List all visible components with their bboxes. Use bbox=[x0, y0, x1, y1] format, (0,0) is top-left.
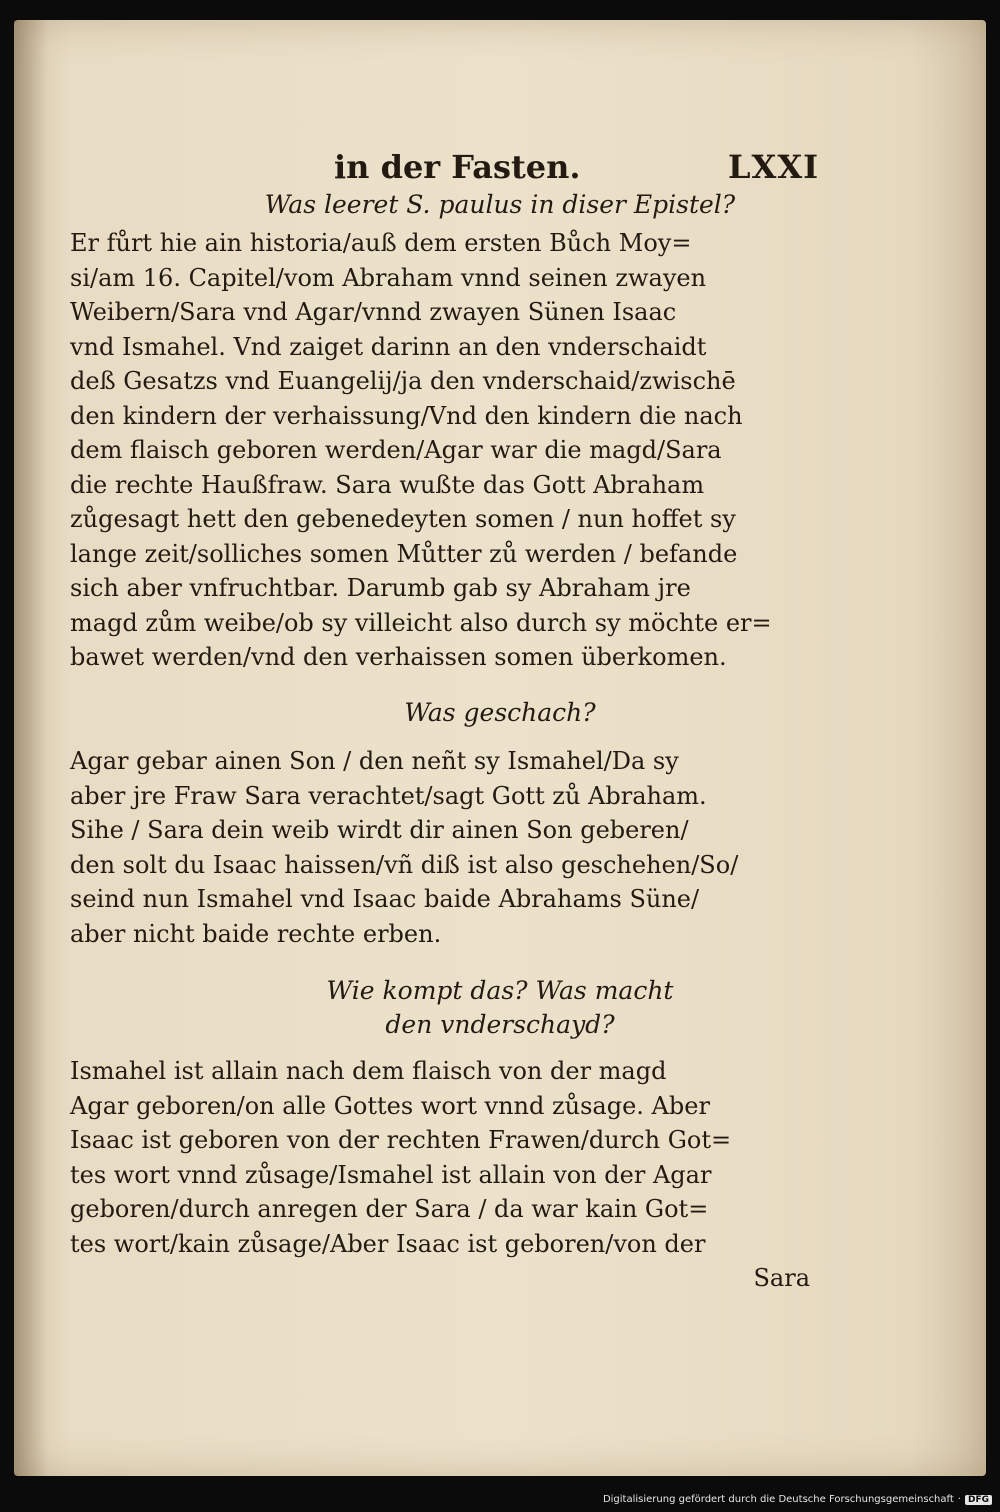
credit-text: Digitalisierung gefördert durch die Deutsche Forschungsgemeinschaft bbox=[602, 1494, 954, 1505]
text-line: Isaac ist geboren von der rechten Frawen/durch Got= bbox=[70, 1126, 732, 1154]
text-line: aber jre Fraw Sara verachtet/sagt Gott zů Abraham. bbox=[70, 781, 707, 810]
text-line: lange zeit/solliches somen Můtter zů werden / befande bbox=[70, 539, 738, 568]
text-line: aber nicht baide rechte erben. bbox=[70, 919, 442, 948]
text-line: die rechte Haußfraw. Sara wußte das Gott Abraham bbox=[70, 470, 705, 499]
heading-line: Wie kompt das? Was macht bbox=[326, 976, 674, 1005]
text-line: Weibern/Sara vnd Agar/vnnd zwayen Sünen Isaac bbox=[70, 298, 677, 326]
page-gutter-shadow bbox=[14, 20, 48, 1476]
text-line: seind nun Ismahel vnd Isaac baide Abrahams Süne/ bbox=[70, 885, 700, 913]
text-line: Er fůrt hie ain historia/auß dem ersten Bůch Moy= bbox=[70, 229, 692, 257]
book-page bbox=[14, 20, 986, 1476]
text-line: deß Gesatzs vnd Euangelij/ja den vnderschaid/zwischē bbox=[70, 367, 736, 395]
heading-line: den vnderschayd? bbox=[385, 1010, 615, 1039]
heading-line: Was leeret S. paulus in diser Epistel? bbox=[264, 190, 736, 219]
text-line: magd zům weibe/ob sy villeicht also durch sy möchte er= bbox=[70, 608, 772, 637]
text-line: vnd Ismahel. Vnd zaiget darinn an den vnderschaidt bbox=[70, 332, 707, 361]
digitization-credit bbox=[603, 1494, 992, 1505]
paragraph-2 bbox=[70, 744, 840, 951]
dfg-logo-icon: DFG bbox=[965, 1495, 992, 1505]
text-line: Ismahel ist allain nach dem flaisch von der magd bbox=[70, 1057, 667, 1085]
text-line: geboren/durch anregen der Sara / da war kain Got= bbox=[70, 1195, 709, 1223]
text-line: bawet werden/vnd den verhaissen somen überkomen. bbox=[70, 643, 727, 671]
text-line: Agar geboren/on alle Gottes wort vnnd zůsage. Aber bbox=[70, 1091, 710, 1120]
text-line: den solt du Isaac haissen/vñ diß ist also geschehen/So/ bbox=[70, 850, 739, 879]
section-heading-2 bbox=[74, 696, 926, 730]
paragraph-1 bbox=[70, 226, 840, 675]
section-heading-1 bbox=[74, 188, 926, 222]
text-line: tes wort/kain zůsage/Aber Isaac ist geboren/von der bbox=[70, 1229, 706, 1258]
text-line: si/am 16. Capitel/vom Abraham vnnd seinen zwayen bbox=[70, 263, 707, 292]
heading-line: Was geschach? bbox=[404, 698, 596, 727]
running-head-title: in der Fasten. bbox=[334, 148, 581, 186]
text-line: zůgesagt hett den gebenedeyten somen / nun hoffet sy bbox=[70, 505, 736, 533]
text-line: tes wort vnnd zůsage/Ismahel ist allain von der Agar bbox=[70, 1160, 712, 1189]
text-line: Sihe / Sara dein weib wirdt dir ainen Son geberen/ bbox=[70, 816, 689, 844]
separator-dot: · bbox=[957, 1494, 961, 1505]
section-heading-3 bbox=[74, 974, 926, 1042]
text-line: Agar gebar ainen Son / den neñt sy Ismahel/Da sy bbox=[70, 747, 679, 775]
catchword: Sara bbox=[753, 1264, 810, 1292]
text-line: sich aber vnfruchtbar. Darumb gab sy Abraham jre bbox=[70, 574, 691, 602]
folio-number: LXXI bbox=[728, 148, 820, 186]
paragraph-3 bbox=[70, 1054, 840, 1261]
text-line: den kindern der verhaissung/Vnd den kindern die nach bbox=[70, 401, 743, 430]
text-line: dem flaisch geboren werden/Agar war die magd/Sara bbox=[70, 436, 722, 464]
